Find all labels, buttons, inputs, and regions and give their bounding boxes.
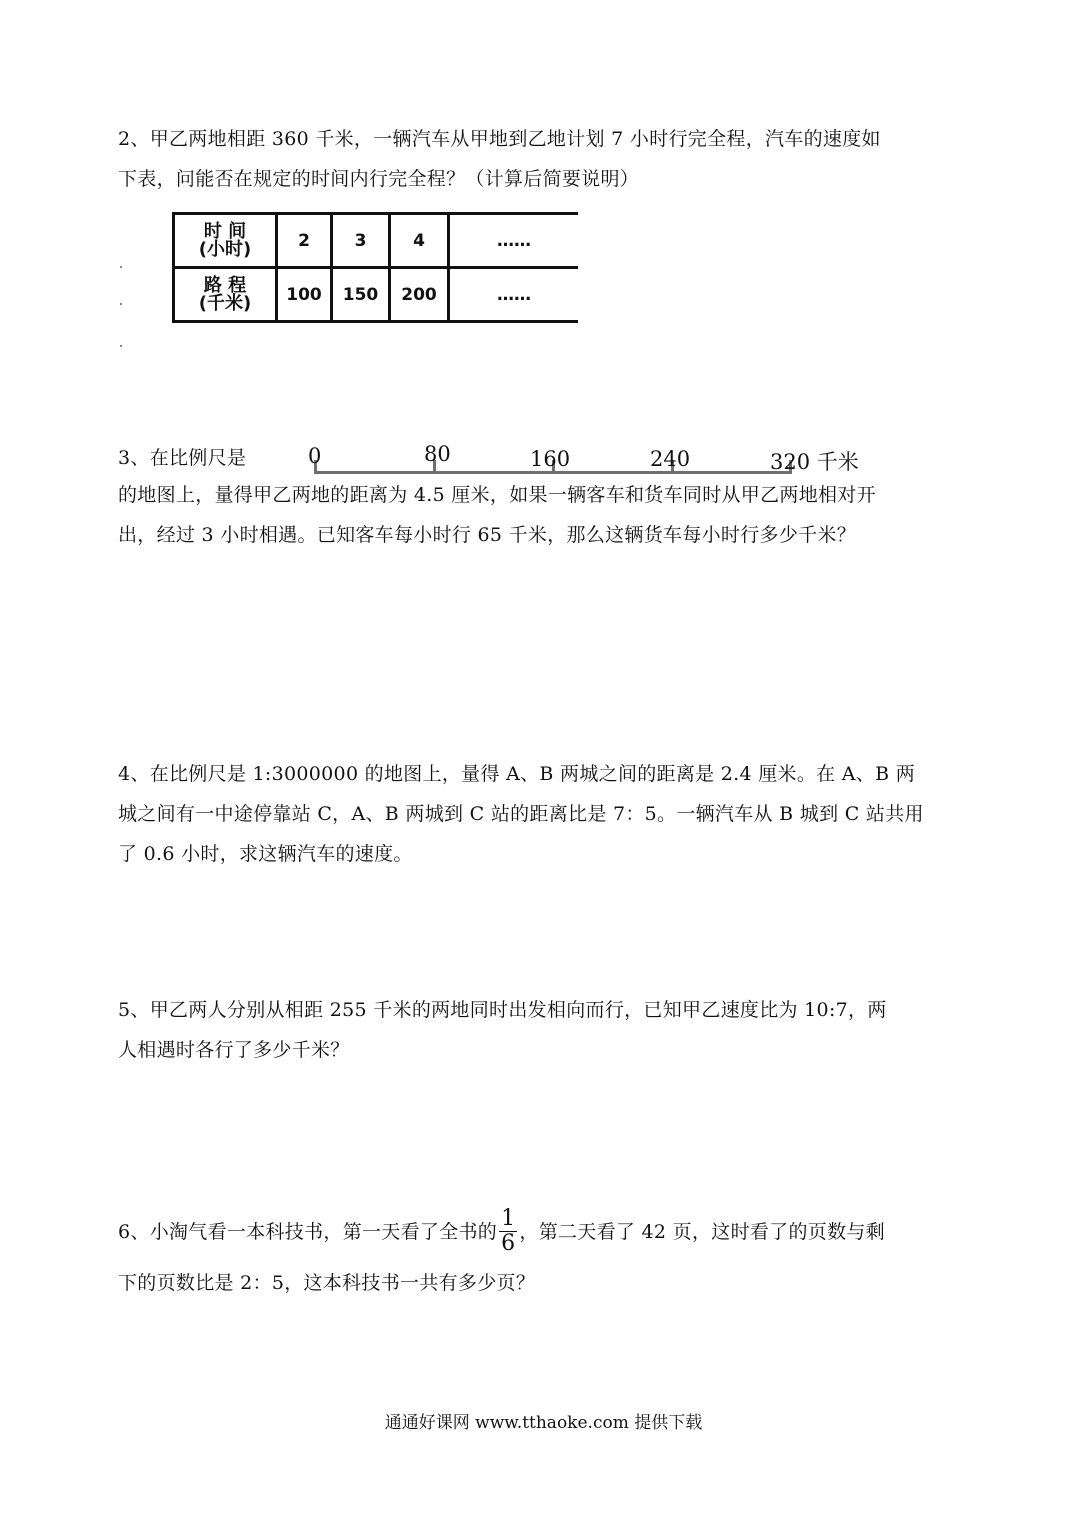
distance-cell: 150 <box>332 268 390 322</box>
scan-dot <box>120 303 122 305</box>
question-4-line-1: 4、在比例尺是 1:3000000 的地图上，量得 A、B 两城之间的距离是 2.4 厘米。在 A、B 两 <box>118 763 915 785</box>
fraction-one-sixth: $\frac{1}{6}$ <box>501 1205 516 1256</box>
question-3 <box>118 478 974 552</box>
time-header: 时 间 (小时) <box>174 214 277 268</box>
question-2 <box>118 122 974 196</box>
question-6-line-1: 6、小淘气看一本科技书，第一天看了全书的 $\frac{1}{6}$ ，第二天看了 42 页，这时看了的页数与剩 <box>118 1205 885 1256</box>
scale-label: 320 千米 <box>770 450 859 474</box>
question-4 <box>118 757 974 871</box>
question-3-prefix: 3、在比例尺是 <box>118 447 247 469</box>
scale-label: 160 <box>530 447 571 471</box>
time-cell: 4 <box>390 214 449 268</box>
table-row-distance <box>174 268 579 322</box>
scale-label: 80 <box>424 442 451 466</box>
time-cell: 3 <box>332 214 390 268</box>
scan-dot <box>120 345 122 347</box>
question-4-line-2: 城之间有一中途停靠站 C，A、B 两城到 C 站的距离比是 7：5。一辆汽车从 B 城到 C 站共用 <box>118 803 924 825</box>
time-cell: 2 <box>277 214 332 268</box>
question-5-line-2: 人相遇时各行了多少千米？ <box>118 1039 350 1061</box>
question-5 <box>118 993 974 1067</box>
question-3-line-2: 的地图上，量得甲乙两地的距离为 4.5 厘米，如果一辆客车和货车同时从甲乙两地相对开 <box>118 484 876 506</box>
time-cell-ellipsis: …… <box>449 214 579 268</box>
scale-label: 240 <box>650 447 691 471</box>
scale-label: 0 <box>308 444 322 468</box>
page-footer: 通通好课网 www.tthaoke.com 提供下载 <box>384 1413 703 1433</box>
scale-bar <box>300 440 880 480</box>
distance-cell: 200 <box>390 268 449 322</box>
question-4-line-3: 了 0.6 小时，求这辆汽车的速度。 <box>118 843 413 865</box>
question-2-line-2: 下表，问能否在规定的时间内行完全程？（计算后简要说明） <box>118 168 640 190</box>
question-5-line-1: 5、甲乙两人分别从相距 255 千米的两地同时出发相向而行，已知甲乙速度比为 10:7，两 <box>118 999 887 1021</box>
distance-header: 路 程 (千米) <box>174 268 277 322</box>
question-6-line-2: 下的页数比是 2：5，这本科技书一共有多少页？ <box>118 1271 536 1294</box>
table-row-time <box>174 214 579 268</box>
speed-table <box>172 212 578 323</box>
question-2-line-1: 2、甲乙两地相距 360 千米，一辆汽车从甲地到乙地计划 7 小时行完全程，汽车的速度如 <box>118 128 881 150</box>
question-6 <box>118 1205 974 1300</box>
distance-cell: 100 <box>277 268 332 322</box>
scan-dot <box>120 266 122 268</box>
question-3-line-3: 出，经过 3 小时相遇。已知客车每小时行 65 千米，那么这辆货车每小时行多少千米？ <box>118 524 857 546</box>
distance-cell-ellipsis: …… <box>449 268 579 322</box>
